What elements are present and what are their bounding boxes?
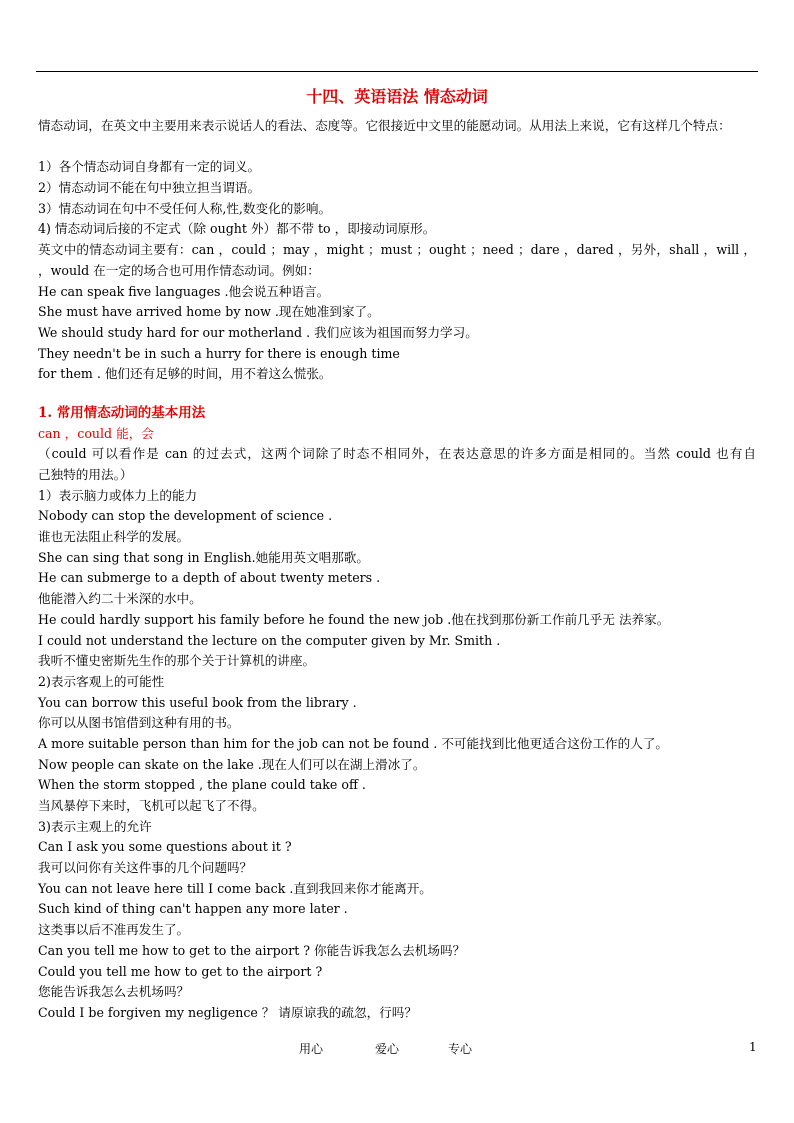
example-sentence: She must have arrived home by now .现在她准到家了。 [38,304,380,320]
usage-line: 我可以问你有关这件事的几个问题吗？ [38,860,253,876]
usage-line: Nobody can stop the development of science . [38,508,333,524]
usage-line: 我听不懂史密斯先生作的那个关于计算机的讲座。 [38,653,316,669]
usage-line: He could hardly support his family before he found the new job .他在找到那份新工作前几乎无 法养家。 [38,611,670,627]
usage-line: Such kind of thing can't happen any more later . [38,901,348,917]
modal-list-line: 英文中的情态动词主要有：can ，could ；may ，might ；must ；ought ；need ；dare ，dared ，另外，shall ，will ， [38,242,756,258]
usage-line: She can sing that song in English.她能用英文唱那歌。 [38,549,369,565]
page-footer [0,1040,794,1060]
usage-line: Could I be forgiven my negligence ？ 请原谅我的疏忽，行吗？ [38,1004,417,1020]
usage-line: Can I ask you some questions about it ? [38,839,292,855]
section-note-line: （could 可以看作是 can 的过去式，这两个词除了时态不相同外，在表达意思的许多方面是相同的。当然 could 也有自 [38,446,756,462]
document-body [38,116,756,1024]
example-sentence: We should study hard for our motherland . 我们应该为祖国而努力学习。 [38,324,478,340]
usage-line: 您能告诉我怎么去机场吗？ [38,984,190,1000]
usage-line: You can not leave here till I come back .直到我回来你才能离开。 [38,880,432,896]
usage-line: 这类事以后不准再发生了。 [38,922,190,938]
example-sentence: He can speak five languages .他会说五种语言。 [38,283,330,299]
usage-line: Now people can skate on the lake .现在人们可以在湖上滑冰了。 [38,756,426,772]
modal-list-line: ，would 在一定的场合也可用作情态动词。例如： [38,262,320,278]
example-sentence: They needn't be in such a hurry for there is enough time [38,345,400,361]
section-note-line: 己独特的用法。） [38,467,133,483]
usage-line: You can borrow this useful book from the library . [38,694,357,710]
intro-paragraph-line: 情态动词，在英文中主要用来表示说话人的看法、态度等。它很接近中文里的能愿动词。从用法上来说，它有这样几个特点： [38,118,731,133]
footer-motto-left: 用心 [299,1042,324,1056]
page-number: 1 [749,1040,757,1054]
usage-line: 谁也无法阻止科学的发展。 [38,529,190,545]
section-heading: 1. 常用情态动词的基本用法 [38,404,206,421]
page-title: 十四、英语语法 情态动词 [306,87,488,106]
header-rule [36,71,758,72]
usage-line: Can you tell me how to get to the airport ? 你能告诉我怎么去机场吗？ [38,942,466,958]
usage-line: 2)表示客观上的可能性 [38,673,165,689]
feature-point: 4) 情态动词后接的不定式（除 ought 外）都不带 to ，即接动词原形。 [38,221,436,237]
feature-point: 1）各个情态动词自身都有一定的词义。 [38,159,261,175]
usage-line: He can submerge to a depth of about twenty meters . [38,570,381,586]
footer-motto-right: 专心 [448,1042,473,1056]
usage-line: 他能潜入约二十米深的水中。 [38,591,202,607]
footer-motto-mid: 爱心 [375,1042,400,1056]
feature-point: 2）情态动词不能在句中独立担当谓语。 [38,180,261,196]
usage-line: When the storm stopped , the plane could take off . [38,777,366,793]
usage-line: A more suitable person than him for the job can not be found . 不可能找到比他更适合这份工作的人了。 [38,735,669,751]
usage-line: I could not understand the lecture on the computer given by Mr. Smith . [38,632,501,648]
usage-line: 你可以从图书馆借到这种有用的书。 [38,715,240,731]
usage-line: 当风暴停下来时，飞机可以起飞了不得。 [38,798,265,814]
usage-line: 1）表示脑力或体力上的能力 [38,487,198,503]
feature-point: 3）情态动词在句中不受任何人称,性,数变化的影响。 [38,200,332,216]
example-sentence: for them . 他们还有足够的时间，用不着这么慌张。 [38,366,332,382]
section-subheading: can ，could 能，会 [38,425,154,441]
usage-line: 3)表示主观上的允许 [38,818,152,834]
usage-line: Could you tell me how to get to the airport ? [38,963,323,979]
